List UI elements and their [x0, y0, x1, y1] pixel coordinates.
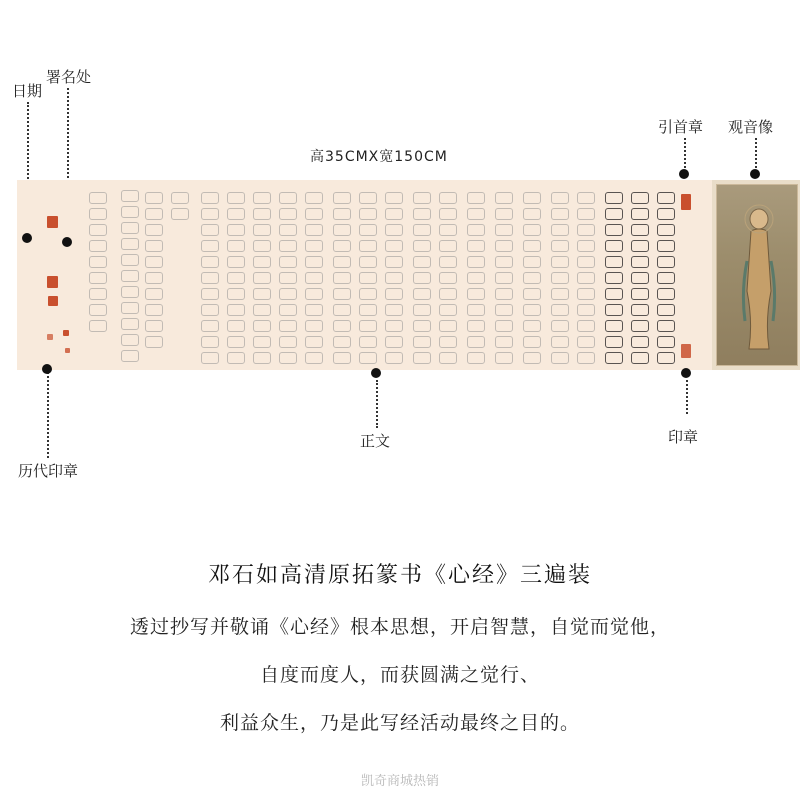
guanyin-painting: [712, 180, 800, 370]
bottom-seal: [681, 344, 691, 358]
label-historic-seals: 历代印章: [18, 462, 79, 480]
guanyin-figure-icon: [741, 201, 777, 351]
dimension-label: 高35CMX宽150CM: [310, 149, 448, 165]
seal-mark: [63, 330, 69, 336]
label-date: 日期: [12, 82, 43, 100]
product-title: 邓石如高清原拓篆书《心经》三遍装: [207, 563, 592, 588]
scroll-image: [17, 180, 785, 370]
marker-dot-historic-seals: [42, 364, 52, 374]
calligraphy-column: [359, 192, 377, 364]
leader-guanyin: [755, 138, 757, 172]
marker-dot-signature: [62, 237, 72, 247]
calligraphy-column: [145, 192, 163, 348]
calligraphy-column: [605, 192, 623, 364]
calligraphy-column: [385, 192, 403, 364]
calligraphy-column: [89, 192, 107, 332]
calligraphy-column: [201, 192, 219, 364]
calligraphy-column: [171, 192, 189, 220]
calligraphy-column: [631, 192, 649, 364]
marker-dot-lead-seal: [679, 169, 689, 179]
leader-lead-seal: [684, 138, 686, 172]
calligraphy-column: [657, 192, 675, 364]
seal-mark: [48, 296, 58, 306]
calligraphy-column: [413, 192, 431, 364]
description-line-2: 自度而度人，而获圆满之觉行、: [259, 664, 540, 686]
seal-mark: [47, 276, 58, 288]
marker-dot-guanyin: [750, 169, 760, 179]
calligraphy-column: [523, 192, 541, 364]
calligraphy-column: [279, 192, 297, 364]
calligraphy-column: [121, 190, 139, 362]
label-main-text: 正文: [360, 432, 391, 450]
label-lead-seal: 引首章: [658, 118, 704, 136]
description-line-1: 透过抄写并敬诵《心经》根本思想，开启智慧，自觉而觉他，: [129, 616, 670, 638]
footer-watermark: 凯奇商城热销: [360, 774, 439, 789]
seal-mark: [65, 348, 70, 353]
calligraphy-column: [227, 192, 245, 364]
marker-dot-date: [22, 233, 32, 243]
calligraphy-column: [551, 192, 569, 364]
label-guanyin: 观音像: [728, 118, 774, 136]
marker-dot-seal: [681, 368, 691, 378]
seal-mark: [47, 216, 58, 228]
calligraphy-column: [577, 192, 595, 364]
calligraphy-column: [467, 192, 485, 364]
calligraphy-column: [305, 192, 323, 364]
leader-seal: [686, 380, 688, 414]
lead-seal: [681, 194, 691, 210]
label-seal: 印章: [668, 428, 699, 446]
leader-main-text: [376, 380, 378, 428]
label-signature: 署名处: [46, 68, 92, 86]
calligraphy-column: [495, 192, 513, 364]
description-line-3: 利益众生，乃是此写经活动最终之目的。: [219, 712, 580, 734]
seal-mark: [47, 334, 53, 340]
marker-dot-main-text: [371, 368, 381, 378]
calligraphy-column: [333, 192, 351, 364]
leader-historic-seals: [47, 372, 49, 458]
calligraphy-column: [439, 192, 457, 364]
calligraphy-column: [253, 192, 271, 364]
